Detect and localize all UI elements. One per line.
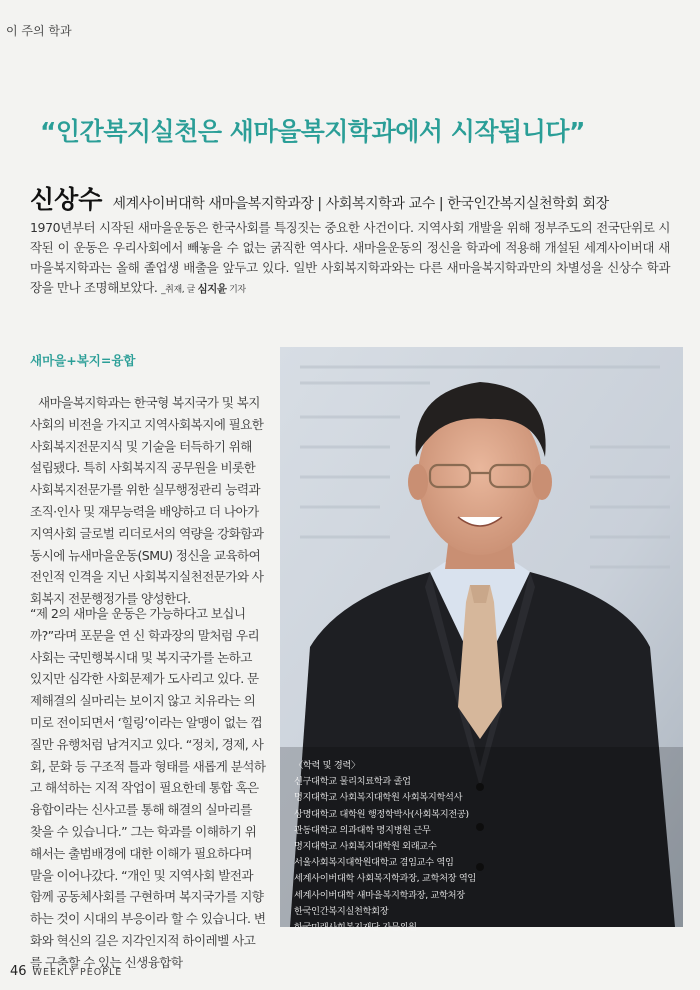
career-item: 세계사이버대학 사회복지학과장, 교학처장 역임 [294,873,476,885]
section-tag: 이 주의 학과 [6,24,72,38]
career-item: 관동대학교 의과대학 명지병원 근무 [294,824,431,836]
body-paragraph-2: “제 2의 새마을 운동은 가능하다고 보십니까?”라며 포문을 연 신 학과장의 말처럼 우리사회는 국민행복시대 및 복지국가를 논하고 있지만 심각한 사회문제가 도사리고 있다. 문제해결의 실마리는 보이지 않고 치유라는 의미로 전이되면서 ‘힐링’이라는 알맹이 없는 껍질만 유행처럼 남겨지고 있다. “정치, 경제, 사회, 문화 등 구조적 틀과 형태를 새롭게 분석하고 해석하는 지적 작업이 필요한데 통합 혹은 융합이라는 신사고를 통해 해결의 실마리를 찾을 수 있습니다.” 그는 학과를 이해하기 위해서는 출범배경에 대한 이해가 필요하다며 말을 이어나갔다. “개인 및 지역사회 발전과 함께 공동체사회를 구현하며 복지국가를 지향하는 것이 시대의 부응이라 할 수 있습니다. 변화와 혁신의 길은 지각인지적 하이레벨 사고를 구축할 수 있는 신생융합학 [30,606,266,970]
magazine-name: WEEKLY PEOPLE [32,967,123,978]
career-item: 세계사이버대학 새마을복지학과장, 교학처장 [294,889,465,901]
career-item: 상명대학교 대학원 행정학박사(사회복지전공) [294,808,469,820]
section-subhead: 새마을+복지=융합 [30,353,136,368]
lead-text: 1970년부터 시작된 새마을운동은 한국사회를 특징짓는 중요한 사건이다. 지역사회 개발을 위해 정부주도의 전국단위로 시작된 이 운동은 우리사회에서 빼놓을 수 없는 굵직한 역사다. 새마을운동의 정신을 학과에 적용해 개설된 세계사이버대 새마을복지학과는 올해 졸업생 배출을 앞두고 있다. 일반 사회복지학과와는 다른 새마을복지학과만의 차별성을 신상수 학과장을 만나 조명해보았다. [30,220,670,295]
reporter-name: 심지윤 [197,283,227,295]
career-item: 신구대학교 물리치료학과 졸업 [294,776,411,788]
credit-prefix: _취재, 글 [161,285,195,295]
reporter-credit [161,285,246,295]
career-item: 서울사회복지대학원대학교 겸임교수 역임 [294,857,454,869]
page-number: 46 [10,964,27,979]
headline: “인간복지실천은 새마을복지학과에서 시작됩니다” [40,117,585,146]
credit-suffix: 기자 [229,285,246,295]
byline [30,180,690,216]
career-item: 한국인간복지실천학회장 [294,905,389,917]
career-item: 한국미래사회복지재단 자문위원 [294,922,417,934]
career-caption [294,758,534,936]
career-item: 명지대학교 사회복지대학원 사회복지학석사 [294,792,463,804]
lead-paragraph [30,218,670,300]
body-paragraph-1: 새마을복지학과는 한국형 복지국가 및 복지사회의 비전을 가지고 지역사회복지에 필요한 사회복지전문지식 및 기술을 터득하기 위해 설립됐다. 특히 사회복지직 공무원을 비롯한 사회복지전문가를 위한 실무행정관리 능력과 조직·인사 및 재무능력을 배양하고 더 나아가 지역사회 글로벌 리더로서의 역량을 강화함과 동시에 뉴새마을운동(SMU) 정신을 교육하여 전인적 인격을 지닌 사회복지실천전문가와 사회복지 전문행정가를 양성한다. [30,395,264,607]
interviewee-title: 세계사이버대학 새마을복지학과장 | 사회복지학과 교수 | 한국인간복지실천학회 회장 [112,196,609,212]
interviewee-name: 신상수 [30,185,103,214]
career-item: 명지대학교 사회복지대학원 외래교수 [294,841,437,853]
career-heading: 〈학력 및 경력〉 [294,760,360,771]
page-footer [10,964,122,979]
